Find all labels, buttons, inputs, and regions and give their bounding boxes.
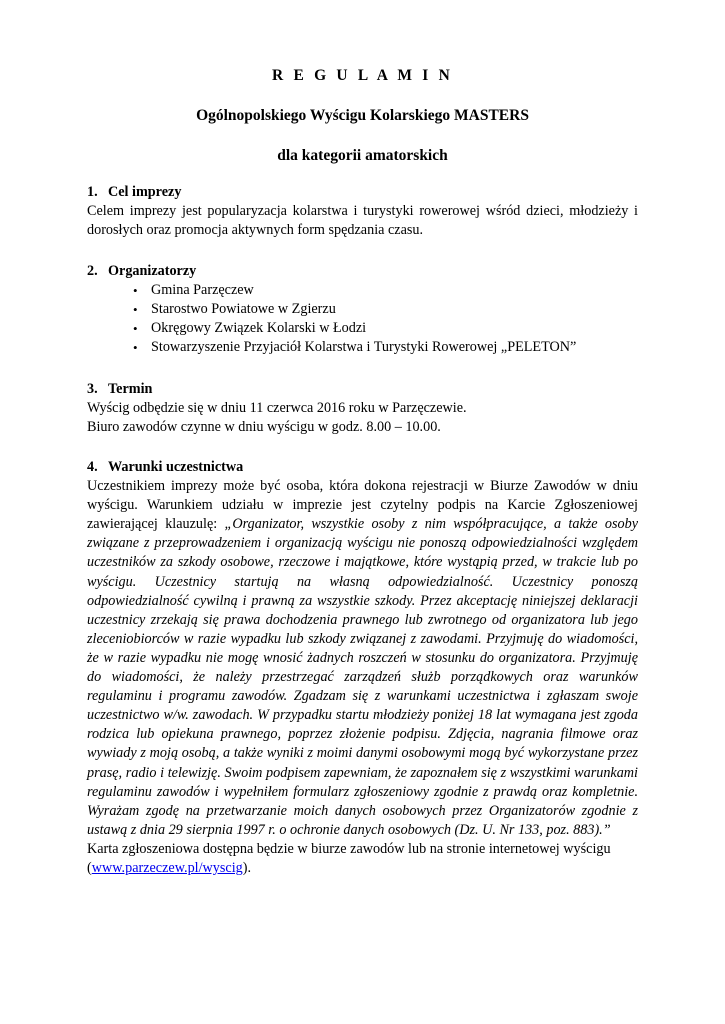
registration-card-paragraph [87,840,638,878]
list-item [133,338,638,357]
bullet-icon: • [133,283,138,299]
termin-office-hours-line: Biuro zawodów czynne w dniu wyścigu w godz. 8.00 – 10.00. [87,419,441,436]
document-subtitle: Ogólnopolskiego Wyścigu Kolarskiego MASTERS [196,107,529,124]
section-number: 1. [87,184,98,200]
bullet-icon: • [133,340,138,356]
section-paragraph: Celem imprezy jest popularyzacja kolarstwa i turystyki rowerowej wśród dzieci, młodzieży i dorosłych oraz promocja aktywnych form spędzania czasu. [87,203,638,239]
document-subtitle-category: dla kategorii amatorskich [277,147,448,164]
registration-card-text: Karta zgłoszeniowa dostępna będzie w biurze zawodów lub na stronie internetowej wyścigu [87,840,611,857]
bullet-icon: • [133,302,138,318]
section-number: 3. [87,381,98,397]
section-organizatorzy [87,262,638,357]
document-title: R E G U L A M I N [271,67,453,84]
section-heading-text: Termin [108,381,153,397]
conditions-paragraph [87,477,638,840]
conditions-intro-text: Uczestnikiem imprezy może być osoba, która dokona rejestracji w Biurze Zawodów w dniu wyścigu. Warunkiem udziału w imprezie jest czytelny podpis na Karcie Zgłoszeniowej zawierającej klauzulę: [87,478,638,533]
list-item [133,281,638,300]
link-close-paren: ). [242,859,252,876]
section-number: 4. [87,459,98,475]
section-heading [87,183,638,202]
list-item [133,319,638,338]
list-item-text: Gmina Parzęczew [151,282,254,299]
section-heading [87,262,638,281]
link-open-paren: ( [87,859,92,876]
section-cel-imprezy [87,183,638,240]
list-item-text: Starostwo Powiatowe w Zgierzu [151,301,336,318]
list-item [133,300,638,319]
list-item-text: Stowarzyszenie Przyjaciół Kolarstwa i Turystyki Rowerowej „PELETON” [151,339,577,356]
termin-date-line: Wyścig odbędzie się w dniu 11 czerwca 2016 roku w Parzęczewie. [87,400,467,417]
race-website-link[interactable]: www.parzeczew.pl/wyscig [91,859,243,876]
bullet-icon: • [133,321,138,337]
organizers-list [87,281,638,357]
section-heading-text: Cel imprezy [108,184,182,200]
liability-clause-text: „Organizator, wszystkie osoby z nim współpracujące, a także osoby związane z przeprowadzeniem i organizacją wyścigu nie ponoszą odpowiedzialności względem uczestników za szkody osobowe, rzeczowe i majątkowe, które wystąpią przed, w trakcie lub po wyścigu. Uczestnicy startują na własną odpowiedzialność. Uczestnicy ponoszą odpowiedzialność cywilną i prawną za wszystkie szkody. Przez akceptację niniejszej deklaracji uczestnicy zrzekają się prawa dochodzenia prawnego lub zwrotnego od organizatora lub jego zleceniobiorców w razie wypadku lub szkody związanej z zawodami. Przyjmuję do wiadomości, że w razie wypadku nie mogę wnosić żadnych roszczeń w stosunku do organizatora. Przyjmuję do wiadomości, że należy przestrzegać zarządzeń służb porządkowych oraz warunków regulaminu i programu zawodów. Zgadzam się z warunkami uczestnictwa i zgłaszam swoje uczestnictwo w/w. zawodach. W przypadku startu młodzieży poniżej 18 lat wymagana jest zgoda rodzica lub opiekuna prawnego, poprzez złożenie podpisu. Zdjęcia, nagrania filmowe oraz wywiady z moją osobą, a także wyniki z moimi danymi osobowymi mogą być wykorzystane przez prasę, radio i telewizję. Swoim podpisem zapewniam, że zapoznałem się z wszystkimi warunkami regulaminu zawodów i wypełniłem formularz zgłoszeniowy zgodnie z prawdą oraz kompletnie. Wyrażam zgodę na przetwarzanie moich danych osobowych przez Organizatorów zgodnie z ustawą z dnia 29 sierpnia 1997 r. o ochronie danych osobowych (Dz. U. Nr 133, poz. 883).” [87,516,639,838]
section-heading [87,380,638,399]
section-termin [87,380,638,437]
section-heading [87,458,638,477]
section-number: 2. [87,263,98,279]
section-heading-text: Organizatorzy [108,263,197,279]
section-warunki-uczestnictwa [87,458,638,878]
list-item-text: Okręgowy Związek Kolarski w Łodzi [151,320,367,337]
section-heading-text: Warunki uczestnictwa [108,459,244,475]
